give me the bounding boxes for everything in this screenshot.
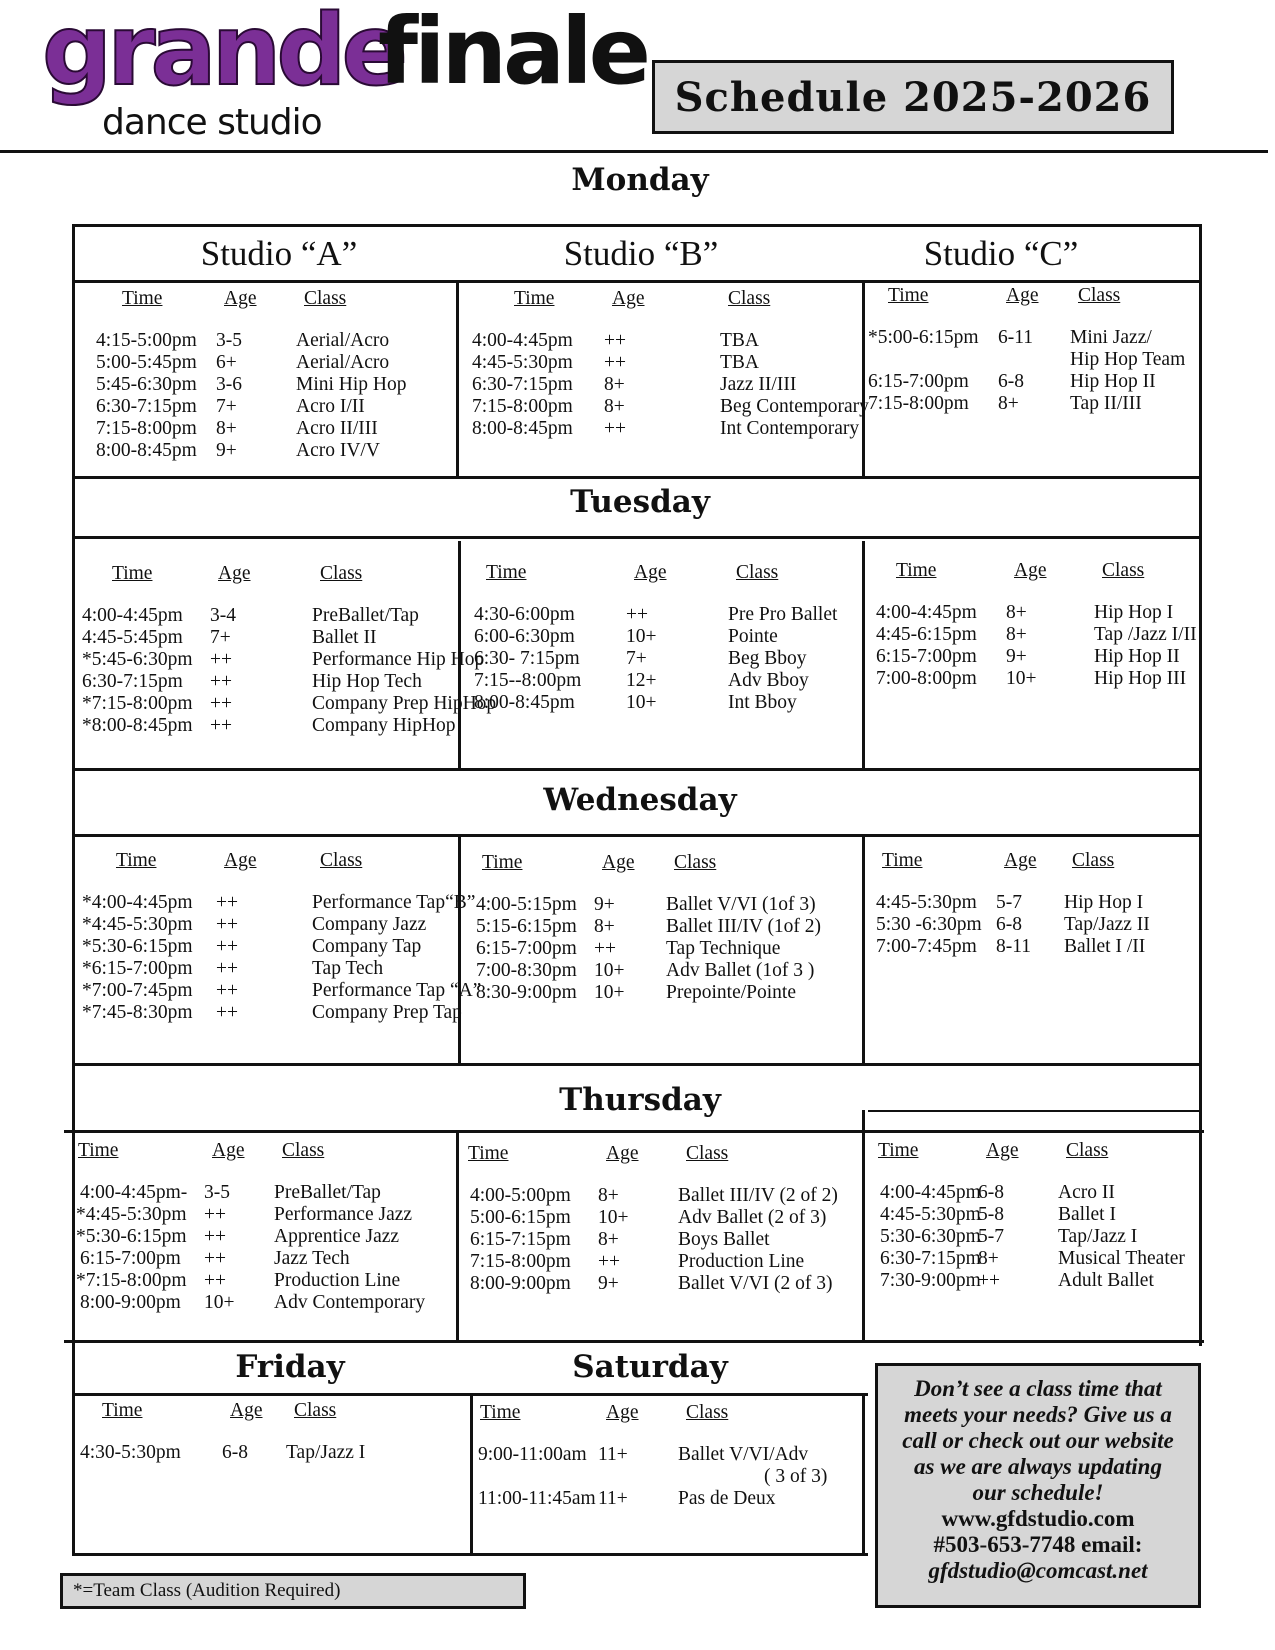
class-class: Tap Tech [312, 958, 384, 979]
class-age: 8+ [1006, 602, 1027, 623]
class-class: Boys Ballet [678, 1229, 770, 1250]
col-header-age: Age [1014, 560, 1047, 581]
col-header-class: Class [320, 563, 363, 584]
class-age: 7+ [210, 627, 231, 648]
rule [72, 476, 1202, 479]
logo-dance-studio: dance studio [102, 102, 322, 143]
class-time: *6:15-7:00pm [82, 958, 193, 979]
class-age: ++ [216, 980, 238, 1001]
class-age: 6-11 [998, 327, 1034, 348]
day-title-thursday: Thursday [559, 1082, 721, 1118]
class-time: 4:45-5:30pm [876, 892, 977, 913]
class-age: 5-8 [978, 1204, 1004, 1225]
class-class: Company Jazz [312, 914, 427, 935]
class-class: Adv Ballet (1of 3 ) [666, 960, 815, 981]
rule [862, 280, 865, 476]
class-time: 7:00-8:30pm [476, 960, 577, 981]
class-time: 4:00-4:45pm [82, 605, 183, 626]
class-class: Beg Bboy [728, 648, 807, 669]
class-time: 8:00-8:45pm [474, 692, 575, 713]
col-header-class: Class [736, 562, 779, 583]
class-age: ++ [604, 418, 626, 439]
col-header-class: Class [1102, 560, 1145, 581]
phone-number: #503-653-7748 email: [933, 1532, 1143, 1557]
class-time: 6:00-6:30pm [474, 626, 575, 647]
class-class: Tap/Jazz I [1058, 1226, 1138, 1247]
col-header-age: Age [606, 1402, 639, 1423]
col-header-class: Class [1066, 1140, 1109, 1161]
col-header-class: Class [1078, 285, 1121, 306]
class-age: 8+ [598, 1229, 619, 1250]
class-age: 10+ [594, 960, 625, 981]
col-header-class: Class [304, 288, 347, 309]
rule [862, 834, 865, 1063]
team-class-note: *=Team Class (Audition Required) [60, 1573, 526, 1609]
class-age: 9+ [1006, 646, 1027, 667]
rule [470, 1393, 473, 1556]
class-class: Tap II/III [1070, 393, 1142, 414]
class-time: 5:30 -6:30pm [876, 914, 982, 935]
class-age: ++ [204, 1226, 226, 1247]
class-age: 10+ [626, 626, 657, 647]
col-header-class: Class [282, 1140, 325, 1161]
class-time: 4:45-6:15pm [876, 624, 977, 645]
class-class: Tap/Jazz II [1064, 914, 1150, 935]
class-class: Performance Tap“B” [312, 892, 476, 913]
class-age: ++ [598, 1251, 620, 1272]
class-time: 6:30- 7:15pm [474, 648, 580, 669]
col-header-time: Time [112, 563, 153, 584]
col-header-time: Time [468, 1143, 509, 1164]
class-time: 5:15-6:15pm [476, 916, 577, 937]
class-time: 6:30-7:15pm [82, 671, 183, 692]
studio-b-header: Studio “B” [563, 234, 719, 273]
info-line: our schedule! [972, 1480, 1104, 1505]
info-line: as we are always updating [914, 1454, 1162, 1479]
class-age: 12+ [626, 670, 657, 691]
rule [456, 280, 459, 476]
class-age: 6-8 [978, 1182, 1004, 1203]
day-title-tuesday: Tuesday [570, 484, 710, 520]
class-age: 8-11 [996, 936, 1032, 957]
rule [868, 1110, 1202, 1112]
class-time: 6:15-7:15pm [470, 1229, 571, 1250]
class-class: Company Prep Tap [312, 1002, 462, 1023]
class-age: ++ [210, 649, 232, 670]
class-time: *4:45-5:30pm [82, 914, 193, 935]
class-age: ++ [210, 693, 232, 714]
col-header-age: Age [224, 288, 257, 309]
studio-logo [40, 0, 648, 143]
col-header-class: Class [728, 288, 771, 309]
class-class: Acro IV/V [296, 440, 380, 461]
rule [456, 1130, 459, 1340]
class-time: 6:15-7:00pm [876, 646, 977, 667]
class-age: 8+ [978, 1248, 999, 1269]
class-time: 4:15-5:00pm [96, 330, 197, 351]
class-time: 7:15-8:00pm [472, 396, 573, 417]
class-class: Company HipHop [312, 715, 456, 736]
col-header-class: Class [1072, 850, 1115, 871]
class-age: 3-4 [210, 605, 236, 626]
class-time: 7:15-8:00pm [470, 1251, 571, 1272]
class-class: Mini Jazz/ [1070, 327, 1152, 348]
class-age: 8+ [998, 393, 1019, 414]
class-class: Adv Contemporary [274, 1292, 426, 1313]
info-line: call or check out our website [902, 1428, 1174, 1453]
col-header-age: Age [224, 850, 257, 871]
class-time: 8:30-9:00pm [476, 982, 577, 1003]
contact-info-box [875, 1363, 1201, 1608]
class-age: ++ [216, 1002, 238, 1023]
class-time: *5:45-6:30pm [82, 649, 193, 670]
class-class: Hip Hop I [1094, 602, 1174, 623]
class-time: 6:30-7:15pm [96, 396, 197, 417]
schedule-title: Schedule 2025-2026 [652, 60, 1174, 134]
class-time: 7:00-8:00pm [876, 668, 977, 689]
class-age: 9+ [594, 894, 615, 915]
class-time: 11:00-11:45am [478, 1488, 596, 1509]
class-age: ++ [604, 330, 626, 351]
col-header-age: Age [212, 1140, 245, 1161]
class-time: 4:00-5:15pm [476, 894, 577, 915]
rule [862, 1393, 865, 1556]
class-age: 10+ [204, 1292, 235, 1313]
class-class: Ballet V/VI (2 of 3) [678, 1273, 833, 1294]
class-time: *7:45-8:30pm [82, 1002, 193, 1023]
class-class: Tap/Jazz I [286, 1442, 366, 1463]
class-class: Hip Hop II [1070, 371, 1156, 392]
col-header-age: Age [602, 852, 635, 873]
col-header-time: Time [882, 850, 923, 871]
class-age: ++ [210, 671, 232, 692]
class-class: Ballet V/VI (1of 3) [666, 894, 816, 915]
class-class: Company Tap [312, 936, 422, 957]
class-age: ++ [204, 1248, 226, 1269]
class-class: Adv Ballet (2 of 3) [678, 1207, 827, 1228]
class-time: 7:30-9:00pm [880, 1270, 981, 1291]
class-time: 5:30-6:30pm [880, 1226, 981, 1247]
col-header-class: Class [674, 852, 717, 873]
col-header-age: Age [606, 1143, 639, 1164]
class-time: 5:00-5:45pm [96, 352, 197, 373]
class-class: Tap /Jazz I/II [1094, 624, 1197, 645]
class-age: 8+ [604, 374, 625, 395]
class-class: Production Line [678, 1251, 805, 1272]
class-time: *8:00-8:45pm [82, 715, 193, 736]
class-time: 5:45-6:30pm [96, 374, 197, 395]
class-age: 11+ [598, 1488, 628, 1509]
class-age: ++ [216, 958, 238, 979]
class-class: Tap Technique [666, 938, 781, 959]
class-class: Mini Hip Hop [296, 374, 407, 395]
rule [72, 536, 1202, 539]
class-age: 10+ [1006, 668, 1037, 689]
class-age: 8+ [604, 396, 625, 417]
class-age: ++ [604, 352, 626, 373]
day-title-wednesday: Wednesday [543, 782, 737, 818]
class-class: Acro II [1058, 1182, 1115, 1203]
class-time: 6:15-7:00pm [476, 938, 577, 959]
col-header-time: Time [122, 288, 163, 309]
class-time: 7:15-8:00pm [868, 393, 969, 414]
logo-finale: finale [378, 0, 648, 105]
class-class: Pre Pro Ballet [728, 604, 838, 625]
class-age: 6-8 [222, 1442, 248, 1463]
class-time: *5:30-6:15pm [76, 1226, 187, 1247]
info-line: meets your needs? Give us a [904, 1402, 1172, 1427]
class-class: Performance Hip Hop [312, 649, 485, 670]
class-age: 8+ [598, 1185, 619, 1206]
class-age: 10+ [626, 692, 657, 713]
class-time: 4:45-5:45pm [82, 627, 183, 648]
class-age: 7+ [216, 396, 237, 417]
rule [72, 1063, 1202, 1066]
class-time: 4:45-5:30pm [880, 1204, 981, 1225]
col-header-time: Time [78, 1140, 119, 1161]
class-class: PreBallet/Tap [274, 1182, 381, 1203]
class-age: ++ [594, 938, 616, 959]
class-age: 8+ [1006, 624, 1027, 645]
class-class: Ballet III/IV (1of 2) [666, 916, 822, 937]
class-time: 6:15-7:00pm [80, 1248, 181, 1269]
class-time: 4:00-4:45pm [880, 1182, 981, 1203]
rule [1199, 1110, 1202, 1343]
class-class: Aerial/Acro [296, 352, 390, 373]
class-age: 6+ [216, 352, 237, 373]
class-age: ++ [210, 715, 232, 736]
class-time: *7:15-8:00pm [82, 693, 193, 714]
col-header-age: Age [1006, 285, 1039, 306]
day-title-monday: Monday [571, 162, 709, 198]
col-header-time: Time [514, 288, 555, 309]
class-time: 4:30-5:30pm [80, 1442, 181, 1463]
class-class: Hip Hop II [1094, 646, 1180, 667]
col-header-age: Age [218, 563, 251, 584]
class-time: *7:15-8:00pm [76, 1270, 187, 1291]
class-class: Ballet II [312, 627, 377, 648]
rule [458, 834, 461, 1063]
class-class: Hip Hop Tech [312, 671, 422, 692]
class-age: 8+ [594, 916, 615, 937]
class-age: 11+ [598, 1444, 628, 1465]
class-class: Performance Tap “A” [312, 980, 482, 1001]
col-header-time: Time [896, 560, 937, 581]
class-class: ( 3 of 3) [764, 1466, 828, 1487]
class-age: 3-6 [216, 374, 242, 395]
class-age: 3-5 [204, 1182, 230, 1203]
class-class: Performance Jazz [274, 1204, 413, 1225]
class-time: 4:00-4:45pm [876, 602, 977, 623]
class-class: Production Line [274, 1270, 401, 1291]
class-class: Ballet I /II [1064, 936, 1146, 957]
class-class: Ballet III/IV (2 of 2) [678, 1185, 838, 1206]
col-header-time: Time [482, 852, 523, 873]
col-header-time: Time [116, 850, 157, 871]
col-header-class: Class [294, 1400, 337, 1421]
col-header-class: Class [320, 850, 363, 871]
class-class: Hip Hop Team [1070, 349, 1186, 370]
class-age: 5-7 [978, 1226, 1004, 1247]
class-time: 8:00-9:00pm [80, 1292, 181, 1313]
class-age: 7+ [626, 648, 647, 669]
class-time: *7:00-7:45pm [82, 980, 193, 1001]
class-class: Acro I/II [296, 396, 365, 417]
class-class: Pas de Deux [678, 1488, 776, 1509]
class-time: 7:00-7:45pm [876, 936, 977, 957]
col-header-age: Age [986, 1140, 1019, 1161]
col-header-class: Class [686, 1402, 729, 1423]
class-time: *5:30-6:15pm [82, 936, 193, 957]
class-class: Aerial/Acro [296, 330, 390, 351]
col-header-age: Age [634, 562, 667, 583]
class-time: 8:00-8:45pm [472, 418, 573, 439]
class-time: 9:00-11:00am [478, 1444, 587, 1465]
class-class: Hip Hop III [1094, 668, 1187, 689]
col-header-class: Class [686, 1143, 729, 1164]
logo-grande: grande [42, 0, 403, 108]
class-time: 6:30-7:15pm [472, 374, 573, 395]
rule [64, 1340, 1204, 1343]
header-divider [0, 150, 1268, 153]
class-age: ++ [626, 604, 648, 625]
class-class: Musical Theater [1058, 1248, 1185, 1269]
col-header-time: Time [486, 562, 527, 583]
class-time: *4:45-5:30pm [76, 1204, 187, 1225]
class-time: 6:15-7:00pm [868, 371, 969, 392]
class-class: Apprentice Jazz [274, 1226, 400, 1247]
class-time: 8:00-8:45pm [96, 440, 197, 461]
class-age: 10+ [598, 1207, 629, 1228]
class-class: TBA [720, 352, 759, 373]
class-class: Prepointe/Pointe [666, 982, 796, 1003]
class-class: Int Bboy [728, 692, 797, 713]
class-time: 5:00-6:15pm [470, 1207, 571, 1228]
col-header-time: Time [888, 285, 929, 306]
col-header-age: Age [1004, 850, 1037, 871]
class-age: 9+ [598, 1273, 619, 1294]
class-time: 4:00-5:00pm [470, 1185, 571, 1206]
class-age: ++ [216, 892, 238, 913]
rule [64, 1130, 1204, 1133]
class-age: 6-8 [998, 371, 1024, 392]
class-age: 6-8 [996, 914, 1022, 935]
class-time: 7:15--8:00pm [474, 670, 582, 691]
class-age: 10+ [594, 982, 625, 1003]
class-age: 3-5 [216, 330, 242, 351]
col-header-time: Time [102, 1400, 143, 1421]
rule [72, 1340, 75, 1556]
class-class: TBA [720, 330, 759, 351]
class-class: Acro II/III [296, 418, 378, 439]
class-time: 4:00-4:45pm- [80, 1182, 188, 1203]
class-age: 8+ [216, 418, 237, 439]
email-link[interactable]: gfdstudio@comcast.net [928, 1558, 1148, 1583]
class-age: ++ [216, 914, 238, 935]
class-time: 4:30-6:00pm [474, 604, 575, 625]
class-time: 4:00-4:45pm [472, 330, 573, 351]
class-class: Jazz II/III [720, 374, 797, 395]
rule [72, 768, 1202, 771]
class-age: ++ [204, 1204, 226, 1225]
class-class: Beg Contemporary [720, 396, 869, 417]
rule [72, 834, 1202, 837]
class-age: ++ [204, 1270, 226, 1291]
class-class: Ballet V/VI/Adv [678, 1444, 809, 1465]
class-class: Int Contemporary [720, 418, 860, 439]
class-time: 8:00-9:00pm [470, 1273, 571, 1294]
class-age: ++ [978, 1270, 1000, 1291]
class-class: Adult Ballet [1058, 1270, 1154, 1291]
class-time: 6:30-7:15pm [880, 1248, 981, 1269]
class-time: 4:45-5:30pm [472, 352, 573, 373]
info-line: Don’t see a class time that [914, 1376, 1162, 1401]
day-title-saturday: Saturday [572, 1349, 728, 1385]
studio-c-header: Studio “C” [923, 234, 1079, 273]
class-class: Company Prep HipHop [312, 693, 497, 714]
class-class: PreBallet/Tap [312, 605, 419, 626]
class-class: Ballet I [1058, 1204, 1116, 1225]
class-class: Pointe [728, 626, 778, 647]
class-class: Adv Bboy [728, 670, 809, 691]
class-class: Jazz Tech [274, 1248, 350, 1269]
class-time: *4:00-4:45pm [82, 892, 193, 913]
day-title-friday: Friday [235, 1349, 345, 1385]
studio-a-header: Studio “A” [200, 234, 358, 273]
col-header-time: Time [878, 1140, 919, 1161]
col-header-age: Age [230, 1400, 263, 1421]
rule [862, 1110, 865, 1340]
class-class: Hip Hop I [1064, 892, 1144, 913]
rule [862, 541, 865, 768]
class-age: 9+ [216, 440, 237, 461]
class-age: ++ [216, 936, 238, 957]
class-time: 7:15-8:00pm [96, 418, 197, 439]
website-link[interactable]: www.gfdstudio.com [941, 1506, 1135, 1531]
col-header-age: Age [612, 288, 645, 309]
class-age: 5-7 [996, 892, 1022, 913]
class-time: *5:00-6:15pm [868, 327, 979, 348]
col-header-time: Time [480, 1402, 521, 1423]
